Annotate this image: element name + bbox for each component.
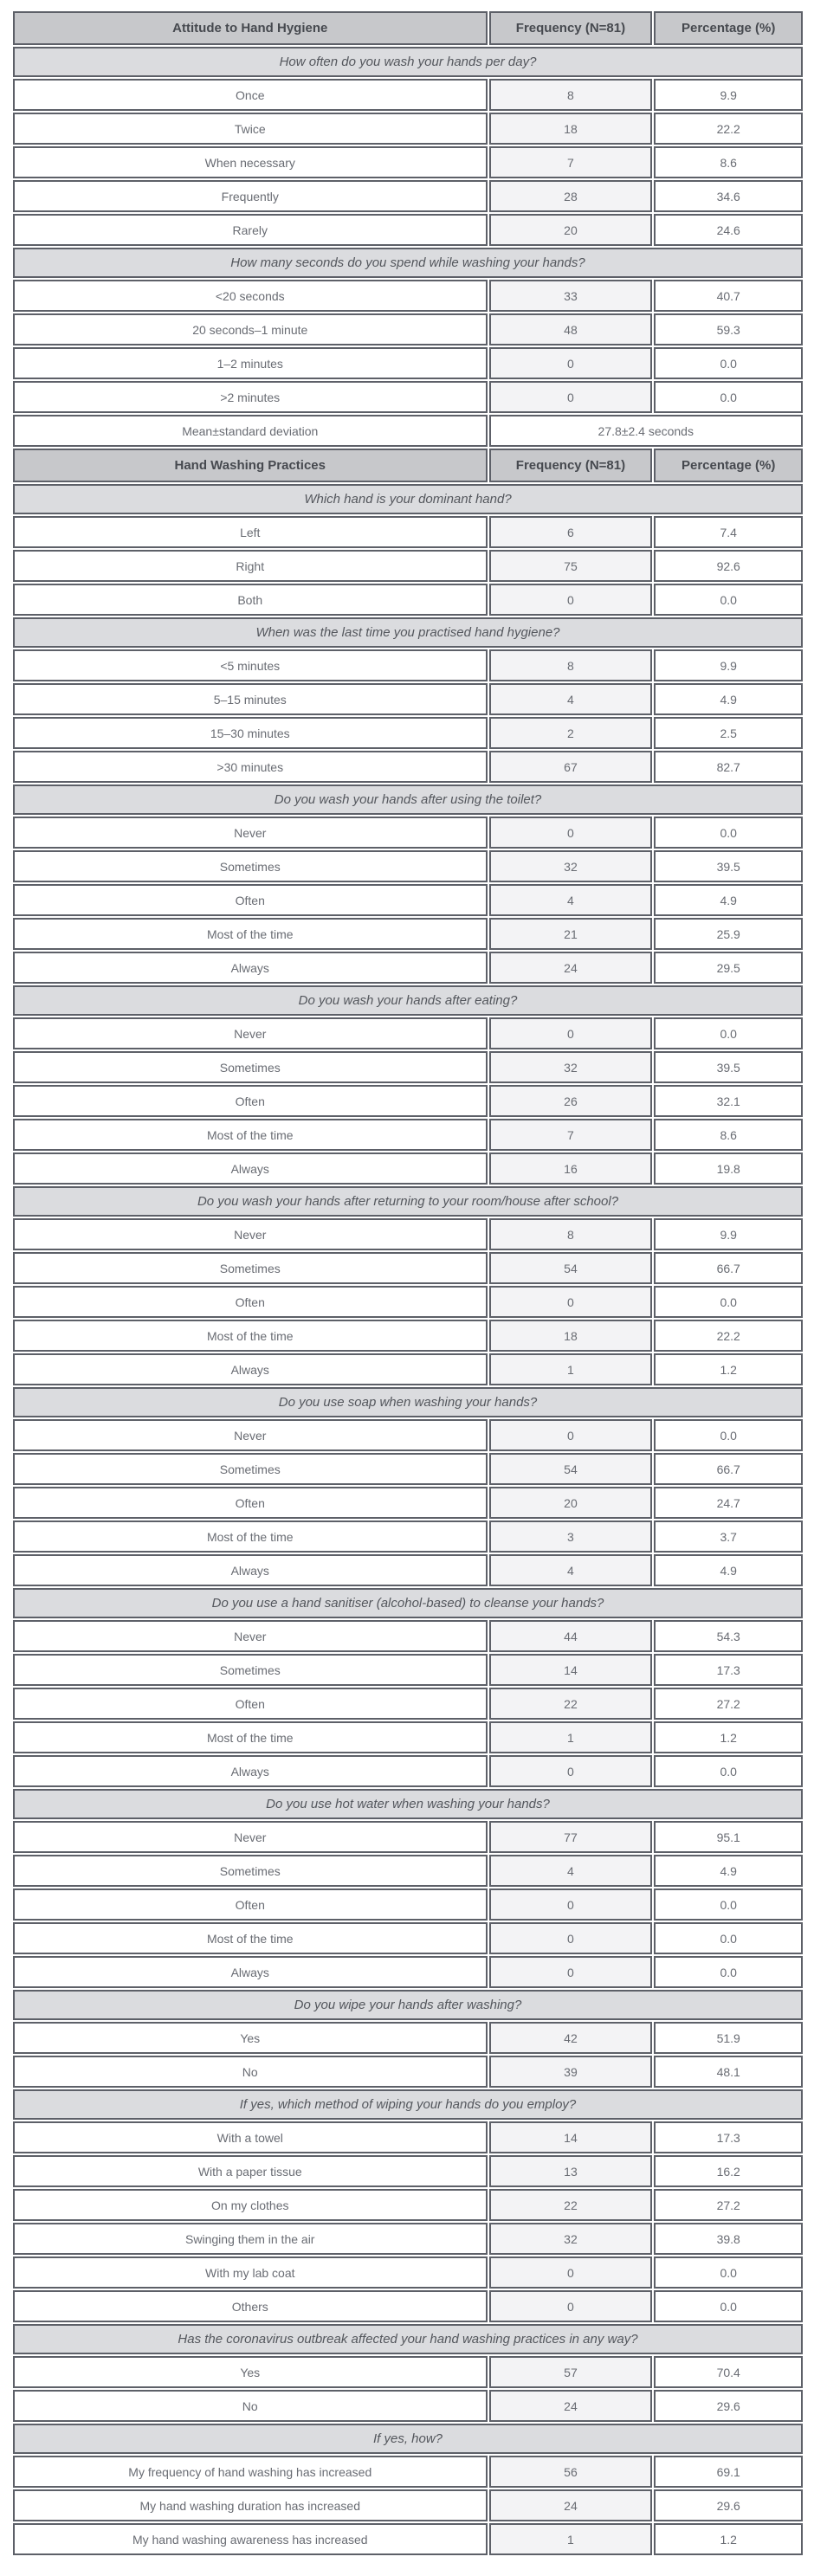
frequency-cell: 54: [489, 1453, 653, 1485]
frequency-cell: 18: [489, 113, 653, 145]
row-label-cell: Both: [13, 584, 488, 616]
row-label-cell: Never: [13, 1620, 488, 1652]
table-row: [13, 280, 803, 312]
row-label-cell: Twice: [13, 113, 488, 145]
percentage-cell: 17.3: [654, 2121, 803, 2153]
row-label-cell: Always: [13, 1353, 488, 1385]
row-label-cell: On my clothes: [13, 2189, 488, 2221]
percentage-cell: 0.0: [654, 347, 803, 379]
percentage-cell: 39.5: [654, 1051, 803, 1083]
frequency-cell: 33: [489, 280, 653, 312]
percentage-cell: 4.9: [654, 884, 803, 916]
header-row: [13, 449, 803, 482]
table-row: [13, 1654, 803, 1686]
frequency-cell: 4: [489, 1855, 653, 1887]
question-row: [13, 47, 803, 77]
frequency-cell: 0: [489, 584, 653, 616]
table-row: [13, 2489, 803, 2521]
row-label-cell: Sometimes: [13, 1051, 488, 1083]
table-row: [13, 2356, 803, 2388]
table-row: [13, 2155, 803, 2187]
row-label-cell: Never: [13, 817, 488, 849]
table-row: [13, 79, 803, 111]
percentage-cell: 3.7: [654, 1520, 803, 1553]
table-row: [13, 180, 803, 212]
header-row: [13, 11, 803, 45]
question-row: [13, 2324, 803, 2354]
frequency-cell: 24: [489, 952, 653, 984]
question-row: [13, 248, 803, 278]
frequency-cell: 0: [489, 1956, 653, 1988]
row-label-cell: Often: [13, 1888, 488, 1921]
frequency-cell: 0: [489, 1888, 653, 1921]
table-row: [13, 2189, 803, 2221]
question-row: [13, 1990, 803, 2020]
percentage-cell: 0.0: [654, 1888, 803, 1921]
header-cell-title: Hand Washing Practices: [13, 449, 488, 482]
frequency-cell: 4: [489, 683, 653, 715]
table-row: [13, 2121, 803, 2153]
frequency-cell: 0: [489, 1017, 653, 1049]
percentage-cell: 48.1: [654, 2056, 803, 2088]
frequency-cell: 18: [489, 1320, 653, 1352]
percentage-cell: 59.3: [654, 313, 803, 345]
percentage-cell: 70.4: [654, 2356, 803, 2388]
table-row: [13, 1017, 803, 1049]
percentage-cell: 2.5: [654, 717, 803, 749]
header-cell-percentage: Percentage (%): [654, 11, 803, 45]
frequency-cell: 42: [489, 2022, 653, 2054]
frequency-cell: 56: [489, 2456, 653, 2488]
question-cell: Which hand is your dominant hand?: [13, 484, 803, 514]
frequency-cell: 26: [489, 1085, 653, 1117]
frequency-cell: 16: [489, 1152, 653, 1185]
percentage-cell: 29.6: [654, 2489, 803, 2521]
frequency-cell: 0: [489, 1922, 653, 1954]
frequency-cell: 0: [489, 2256, 653, 2289]
table-row: [13, 1051, 803, 1083]
row-label-cell: Always: [13, 1755, 488, 1787]
percentage-cell: 0.0: [654, 1419, 803, 1451]
table-row: [13, 1620, 803, 1652]
frequency-cell: 0: [489, 347, 653, 379]
percentage-cell: 25.9: [654, 918, 803, 950]
percentage-cell: 9.9: [654, 1218, 803, 1250]
question-cell: How many seconds do you spend while washing your hands?: [13, 248, 803, 278]
percentage-cell: 7.4: [654, 516, 803, 548]
table-row: [13, 1888, 803, 1921]
row-label-cell: >2 minutes: [13, 381, 488, 413]
frequency-cell: 20: [489, 214, 653, 246]
percentage-cell: 39.5: [654, 850, 803, 882]
frequency-cell: 32: [489, 1051, 653, 1083]
table-row: [13, 347, 803, 379]
frequency-cell: 0: [489, 817, 653, 849]
question-cell: When was the last time you practised hand hygiene?: [13, 617, 803, 648]
table-row: [13, 884, 803, 916]
percentage-cell: 22.2: [654, 113, 803, 145]
header-cell-percentage: Percentage (%): [654, 449, 803, 482]
question-row: [13, 2424, 803, 2454]
row-label-cell: Most of the time: [13, 1320, 488, 1352]
percentage-cell: 92.6: [654, 550, 803, 582]
row-label-cell: Others: [13, 2290, 488, 2322]
question-cell: Do you wipe your hands after washing?: [13, 1990, 803, 2020]
question-cell: Do you wash your hands after using the toilet?: [13, 784, 803, 815]
row-label-cell: Often: [13, 1688, 488, 1720]
table-row: [13, 683, 803, 715]
frequency-cell: 0: [489, 381, 653, 413]
header-cell-frequency: Frequency (N=81): [489, 449, 653, 482]
question-cell: Do you use a hand sanitiser (alcohol-based) to cleanse your hands?: [13, 1588, 803, 1618]
percentage-cell: 39.8: [654, 2223, 803, 2255]
table-row: [13, 1419, 803, 1451]
table-row: [13, 649, 803, 681]
hand-hygiene-table-body: [13, 11, 803, 2555]
table-row: [13, 850, 803, 882]
percentage-cell: 0.0: [654, 817, 803, 849]
table-row: [13, 2022, 803, 2054]
row-label-cell: Never: [13, 1419, 488, 1451]
row-label-cell: Sometimes: [13, 1855, 488, 1887]
frequency-cell: 24: [489, 2489, 653, 2521]
row-label-cell: Swinging them in the air: [13, 2223, 488, 2255]
table-row: [13, 1252, 803, 1284]
row-label-cell: Never: [13, 1017, 488, 1049]
row-label-cell: Most of the time: [13, 1922, 488, 1954]
frequency-cell: 77: [489, 1821, 653, 1853]
percentage-cell: 69.1: [654, 2456, 803, 2488]
row-label-cell: <5 minutes: [13, 649, 488, 681]
table-row: [13, 584, 803, 616]
percentage-cell: 19.8: [654, 1152, 803, 1185]
percentage-cell: 22.2: [654, 1320, 803, 1352]
row-label-cell: Right: [13, 550, 488, 582]
row-label-cell: Sometimes: [13, 1453, 488, 1485]
percentage-cell: 0.0: [654, 1286, 803, 1318]
question-row: [13, 484, 803, 514]
table-row: [13, 2523, 803, 2555]
question-cell: How often do you wash your hands per day?: [13, 47, 803, 77]
percentage-cell: 32.1: [654, 1085, 803, 1117]
percentage-cell: 9.9: [654, 649, 803, 681]
row-label-cell: My hand washing duration has increased: [13, 2489, 488, 2521]
percentage-cell: 1.2: [654, 2523, 803, 2555]
frequency-cell: 21: [489, 918, 653, 950]
question-cell: If yes, which method of wiping your hands do you employ?: [13, 2089, 803, 2120]
header-cell-frequency: Frequency (N=81): [489, 11, 653, 45]
table-row: [13, 918, 803, 950]
percentage-cell: 54.3: [654, 1620, 803, 1652]
row-label-cell: My hand washing awareness has increased: [13, 2523, 488, 2555]
row-label-cell: Most of the time: [13, 1721, 488, 1753]
frequency-cell: 32: [489, 2223, 653, 2255]
percentage-cell: 0.0: [654, 1017, 803, 1049]
table-row: [13, 952, 803, 984]
frequency-cell: 8: [489, 649, 653, 681]
row-label-cell: Often: [13, 884, 488, 916]
percentage-cell: 1.2: [654, 1721, 803, 1753]
percentage-cell: 1.2: [654, 1353, 803, 1385]
percentage-cell: 0.0: [654, 1755, 803, 1787]
frequency-cell: 57: [489, 2356, 653, 2388]
row-label-cell: No: [13, 2056, 488, 2088]
table-row: [13, 817, 803, 849]
row-label-cell: Never: [13, 1218, 488, 1250]
table-row: [13, 1353, 803, 1385]
table-row: [13, 2390, 803, 2422]
row-label-cell: Always: [13, 1554, 488, 1586]
table-row: [13, 381, 803, 413]
table-row: [13, 1320, 803, 1352]
table-row: [13, 516, 803, 548]
percentage-cell: 27.2: [654, 1688, 803, 1720]
percentage-cell: 9.9: [654, 79, 803, 111]
percentage-cell: 27.2: [654, 2189, 803, 2221]
frequency-cell: 32: [489, 850, 653, 882]
table-row: [13, 113, 803, 145]
table-row: [13, 1956, 803, 1988]
frequency-cell: 0: [489, 2290, 653, 2322]
percentage-cell: 4.9: [654, 683, 803, 715]
question-row: [13, 617, 803, 648]
row-label-cell: Most of the time: [13, 1520, 488, 1553]
frequency-cell: 28: [489, 180, 653, 212]
row-label-cell: Sometimes: [13, 1252, 488, 1284]
question-cell: Do you use soap when washing your hands?: [13, 1387, 803, 1417]
frequency-cell: 0: [489, 1286, 653, 1318]
frequency-cell: 4: [489, 1554, 653, 1586]
table-row: [13, 1487, 803, 1519]
frequency-cell: 3: [489, 1520, 653, 1553]
table-row: [13, 313, 803, 345]
question-row: [13, 1387, 803, 1417]
row-label-cell: Often: [13, 1085, 488, 1117]
frequency-cell: 7: [489, 146, 653, 178]
question-row: [13, 1186, 803, 1217]
question-row: [13, 784, 803, 815]
row-label-cell: Always: [13, 952, 488, 984]
table-row: [13, 2223, 803, 2255]
table-row: [13, 1085, 803, 1117]
row-label-cell: Always: [13, 1152, 488, 1185]
row-label-cell: Sometimes: [13, 1654, 488, 1686]
row-label-cell: With a paper tissue: [13, 2155, 488, 2187]
mean-sd-value-cell: 27.8±2.4 seconds: [489, 415, 803, 447]
table-row: [13, 1218, 803, 1250]
frequency-cell: 1: [489, 1721, 653, 1753]
table-row: [13, 2056, 803, 2088]
percentage-cell: 17.3: [654, 1654, 803, 1686]
row-label-cell: Once: [13, 79, 488, 111]
percentage-cell: 29.6: [654, 2390, 803, 2422]
row-label-cell: Yes: [13, 2356, 488, 2388]
frequency-cell: 67: [489, 751, 653, 783]
table-row: [13, 1152, 803, 1185]
table-row: [13, 717, 803, 749]
row-label-cell: With my lab coat: [13, 2256, 488, 2289]
row-label-cell: Left: [13, 516, 488, 548]
frequency-cell: 14: [489, 1654, 653, 1686]
table-row: [13, 1755, 803, 1787]
row-label-cell: 15–30 minutes: [13, 717, 488, 749]
table-row: [13, 1721, 803, 1753]
frequency-cell: 2: [489, 717, 653, 749]
question-cell: Do you wash your hands after returning to your room/house after school?: [13, 1186, 803, 1217]
percentage-cell: 24.7: [654, 1487, 803, 1519]
row-label-cell: Sometimes: [13, 850, 488, 882]
row-label-cell: 1–2 minutes: [13, 347, 488, 379]
percentage-cell: 95.1: [654, 1821, 803, 1853]
table-row: [13, 550, 803, 582]
table-row: [13, 1922, 803, 1954]
frequency-cell: 22: [489, 1688, 653, 1720]
frequency-cell: 54: [489, 1252, 653, 1284]
row-label-cell: 5–15 minutes: [13, 683, 488, 715]
percentage-cell: 51.9: [654, 2022, 803, 2054]
frequency-cell: 13: [489, 2155, 653, 2187]
question-cell: Do you use hot water when washing your hands?: [13, 1789, 803, 1819]
row-label-cell: With a towel: [13, 2121, 488, 2153]
percentage-cell: 8.6: [654, 146, 803, 178]
row-label-cell: When necessary: [13, 146, 488, 178]
frequency-cell: 39: [489, 2056, 653, 2088]
frequency-cell: 75: [489, 550, 653, 582]
frequency-cell: 44: [489, 1620, 653, 1652]
row-label-cell: Mean±standard deviation: [13, 415, 488, 447]
percentage-cell: 0.0: [654, 381, 803, 413]
percentage-cell: 4.9: [654, 1855, 803, 1887]
frequency-cell: 6: [489, 516, 653, 548]
frequency-cell: 0: [489, 1419, 653, 1451]
frequency-cell: 0: [489, 1755, 653, 1787]
row-label-cell: Always: [13, 1956, 488, 1988]
percentage-cell: 66.7: [654, 1453, 803, 1485]
table-row: [13, 1554, 803, 1586]
percentage-cell: 8.6: [654, 1119, 803, 1151]
table-row: [13, 214, 803, 246]
row-label-cell: No: [13, 2390, 488, 2422]
row-label-cell: 20 seconds–1 minute: [13, 313, 488, 345]
percentage-cell: 24.6: [654, 214, 803, 246]
table-row: [13, 1688, 803, 1720]
mean-sd-row: [13, 415, 803, 447]
frequency-cell: 48: [489, 313, 653, 345]
table-row: [13, 1855, 803, 1887]
row-label-cell: >30 minutes: [13, 751, 488, 783]
table-row: [13, 1520, 803, 1553]
row-label-cell: Yes: [13, 2022, 488, 2054]
header-cell-title: Attitude to Hand Hygiene: [13, 11, 488, 45]
question-row: [13, 1789, 803, 1819]
question-cell: Has the coronavirus outbreak affected your hand washing practices in any way?: [13, 2324, 803, 2354]
row-label-cell: Most of the time: [13, 1119, 488, 1151]
row-label-cell: Frequently: [13, 180, 488, 212]
question-cell: If yes, how?: [13, 2424, 803, 2454]
question-row: [13, 985, 803, 1016]
percentage-cell: 66.7: [654, 1252, 803, 1284]
percentage-cell: 34.6: [654, 180, 803, 212]
table-row: [13, 1821, 803, 1853]
table-row: [13, 2256, 803, 2289]
row-label-cell: Often: [13, 1286, 488, 1318]
table-row: [13, 751, 803, 783]
row-label-cell: My frequency of hand washing has increased: [13, 2456, 488, 2488]
percentage-cell: 40.7: [654, 280, 803, 312]
percentage-cell: 0.0: [654, 1922, 803, 1954]
table-row: [13, 1453, 803, 1485]
table-row: [13, 146, 803, 178]
percentage-cell: 29.5: [654, 952, 803, 984]
percentage-cell: 16.2: [654, 2155, 803, 2187]
question-row: [13, 2089, 803, 2120]
frequency-cell: 14: [489, 2121, 653, 2153]
table-row: [13, 1286, 803, 1318]
frequency-cell: 22: [489, 2189, 653, 2221]
row-label-cell: Never: [13, 1821, 488, 1853]
frequency-cell: 8: [489, 79, 653, 111]
row-label-cell: Often: [13, 1487, 488, 1519]
frequency-cell: 24: [489, 2390, 653, 2422]
row-label-cell: <20 seconds: [13, 280, 488, 312]
frequency-cell: 7: [489, 1119, 653, 1151]
frequency-cell: 8: [489, 1218, 653, 1250]
table-row: [13, 1119, 803, 1151]
frequency-cell: 1: [489, 2523, 653, 2555]
question-cell: Do you wash your hands after eating?: [13, 985, 803, 1016]
percentage-cell: 4.9: [654, 1554, 803, 1586]
percentage-cell: 82.7: [654, 751, 803, 783]
hand-hygiene-table: [11, 10, 804, 2557]
frequency-cell: 1: [489, 1353, 653, 1385]
percentage-cell: 0.0: [654, 2290, 803, 2322]
row-label-cell: Rarely: [13, 214, 488, 246]
percentage-cell: 0.0: [654, 584, 803, 616]
percentage-cell: 0.0: [654, 1956, 803, 1988]
question-row: [13, 1588, 803, 1618]
table-row: [13, 2456, 803, 2488]
table-row: [13, 2290, 803, 2322]
frequency-cell: 20: [489, 1487, 653, 1519]
frequency-cell: 4: [489, 884, 653, 916]
row-label-cell: Most of the time: [13, 918, 488, 950]
percentage-cell: 0.0: [654, 2256, 803, 2289]
